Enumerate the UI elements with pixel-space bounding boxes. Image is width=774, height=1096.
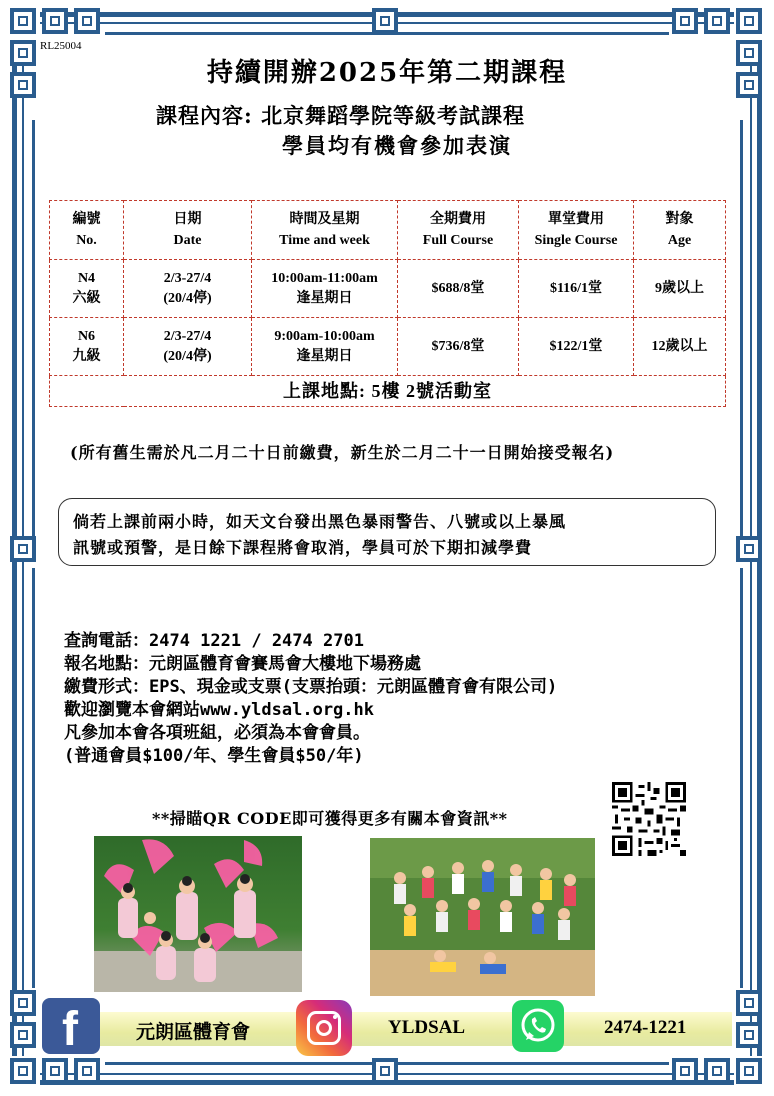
- cell-no: N4 六級: [50, 260, 124, 318]
- venue-row: [50, 376, 726, 407]
- page-title: 持續開辦2025年第二期課程: [206, 58, 568, 88]
- header-full: 全期費用 Full Course: [398, 201, 519, 260]
- header-date: 日期 Date: [124, 201, 252, 260]
- facebook-icon[interactable]: f: [42, 998, 100, 1054]
- cell-full: $736/8堂: [398, 318, 519, 376]
- qr-caption: **掃瞄QR CODE即可獲得更多有關本會資訊**: [152, 809, 508, 828]
- table-header-row: [50, 201, 726, 260]
- course-table: [49, 200, 726, 407]
- whatsapp-label: 2474-1221: [604, 1017, 687, 1038]
- cell-no: N6 九級: [50, 318, 124, 376]
- document-code: RL25004: [40, 40, 82, 52]
- cell-time: 9:00am-10:00am 逢星期日: [252, 318, 398, 376]
- membership-line: 凡參加本會各項班組，必須為本會會員。: [64, 723, 370, 743]
- qr-code[interactable]: [612, 782, 686, 856]
- cell-time: 10:00am-11:00am 逢星期日: [252, 260, 398, 318]
- venue: 上課地點: 5樓 2號活動室: [50, 376, 726, 407]
- header-age: 對象 Age: [634, 201, 726, 260]
- dance-photo-fans: [94, 836, 302, 992]
- cell-full: $688/8堂: [398, 260, 519, 318]
- instagram-icon[interactable]: [296, 1000, 352, 1056]
- cell-date: 2/3-27/4 (20/4停): [124, 260, 252, 318]
- cell-single: $116/1堂: [519, 260, 634, 318]
- phone-line: 查詢電話：2474 1221 / 2474 2701: [64, 631, 364, 651]
- whatsapp-icon[interactable]: [512, 1000, 564, 1052]
- header-time: 時間及星期 Time and week: [252, 201, 398, 260]
- cell-date: 2/3-27/4 (20/4停): [124, 318, 252, 376]
- weather-warning-box: [58, 498, 716, 566]
- warning-line: 訊號或預警，是日餘下課程將會取消，學員可於下期扣減學費: [73, 538, 533, 557]
- cell-single: $122/1堂: [519, 318, 634, 376]
- cell-age: 12歲以上: [634, 318, 726, 376]
- cell-age: 9歲以上: [634, 260, 726, 318]
- website-line[interactable]: 歡迎瀏覽本會網站www.yldsal.org.hk: [64, 700, 374, 720]
- course-content: 課程內容: 北京舞蹈學院等級考試課程: [156, 103, 526, 128]
- instagram-label: YLDSAL: [388, 1017, 466, 1038]
- contact-info: [64, 630, 557, 768]
- table-row: [50, 260, 726, 318]
- facebook-label: 元朗區體育會: [136, 1022, 251, 1043]
- header-no: 編號 No.: [50, 201, 124, 260]
- fees-line: (普通會員$100/年、學生會員$50/年): [64, 746, 364, 766]
- table-row: [50, 318, 726, 376]
- header-single: 單堂費用 Single Course: [519, 201, 634, 260]
- payment-line: 繳費形式：EPS、現金或支票(支票抬頭：元朗區體育會有限公司): [64, 677, 558, 697]
- performance-note: 學員均有機會參加表演: [282, 133, 512, 158]
- location-line: 報名地點：元朗區體育會賽馬會大樓地下場務處: [64, 654, 421, 674]
- dance-photo-group: [370, 838, 595, 996]
- payment-notice: (所有舊生需於凡二月二十日前繳費，新生於二月二十一日開始接受報名): [70, 443, 615, 462]
- warning-line: 倘若上課前兩小時，如天文台發出黑色暴雨警告、八號或以上暴風: [73, 512, 567, 531]
